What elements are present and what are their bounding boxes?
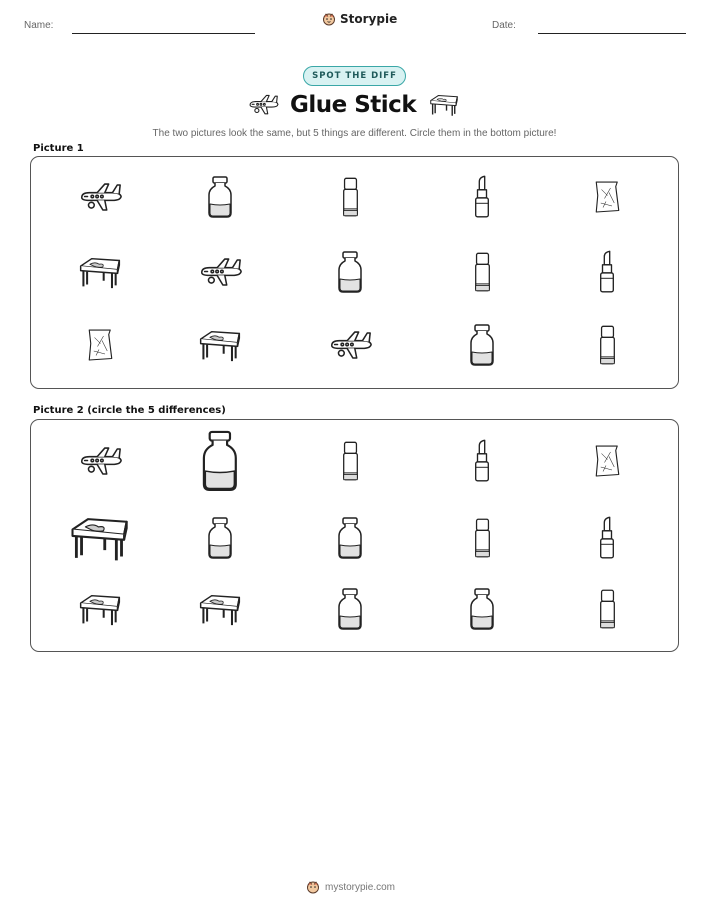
picture1-airplane-icon (196, 257, 244, 288)
picture1-label: Picture 1 (33, 143, 84, 154)
picture1-airplane-icon (76, 182, 124, 213)
picture2-label: Picture 2 (circle the 5 differences) (33, 405, 226, 416)
spot-the-diff-badge: SPOT THE DIFF (303, 66, 406, 86)
picture2-glue-stick-icon[interactable] (599, 586, 616, 632)
date-field[interactable] (538, 33, 686, 34)
picture1-glue-stick-icon (599, 322, 616, 368)
picture2-jar-icon[interactable] (201, 429, 239, 493)
picture2-lipstick-icon[interactable] (598, 515, 616, 561)
storypie-mascot-icon (322, 12, 336, 26)
footer (306, 880, 395, 894)
storypie-mascot-icon (306, 880, 320, 894)
brand-name: Storypie (340, 12, 398, 26)
instructions: The two pictures look the same, but 5 things are different. Circle them in the bottom picture! (152, 128, 557, 139)
picture2-bag-icon[interactable] (594, 443, 621, 479)
picture2-glue-stick-icon[interactable] (342, 438, 359, 484)
title-airplane-icon (246, 94, 280, 120)
picture2-lipstick-icon[interactable] (473, 438, 491, 484)
page-title: Glue Stick (290, 92, 417, 118)
picture2-jar-icon[interactable] (469, 587, 495, 631)
name-label: Name: (24, 20, 54, 31)
picture1-jar-icon (337, 250, 363, 294)
picture2-glue-stick-icon[interactable] (474, 515, 491, 561)
name-field[interactable] (72, 33, 255, 34)
date-label: Date: (492, 20, 516, 31)
picture1-airplane-icon (326, 330, 374, 361)
picture2-table-icon[interactable] (76, 592, 124, 627)
picture2-jar-icon[interactable] (337, 516, 363, 560)
brand-logo (322, 12, 397, 26)
picture2-table-icon[interactable] (196, 592, 244, 627)
picture1-jar-icon (469, 323, 495, 367)
picture1-table-icon (76, 255, 124, 290)
picture1-bag-icon (594, 179, 621, 215)
picture1-lipstick-icon (598, 249, 616, 295)
picture1-glue-stick-icon (474, 249, 491, 295)
picture2-table-icon[interactable] (66, 514, 133, 563)
picture1-table-icon (196, 328, 244, 363)
picture1-jar-icon (207, 175, 233, 219)
footer-url: mystorypie.com (325, 881, 396, 893)
picture1-bag-icon (87, 327, 114, 363)
picture1-lipstick-icon (473, 174, 491, 220)
picture1-glue-stick-icon (342, 174, 359, 220)
title-table-icon (428, 93, 460, 121)
picture2-jar-icon[interactable] (207, 516, 233, 560)
picture2-airplane-icon[interactable] (76, 446, 124, 477)
picture2-jar-icon[interactable] (337, 587, 363, 631)
